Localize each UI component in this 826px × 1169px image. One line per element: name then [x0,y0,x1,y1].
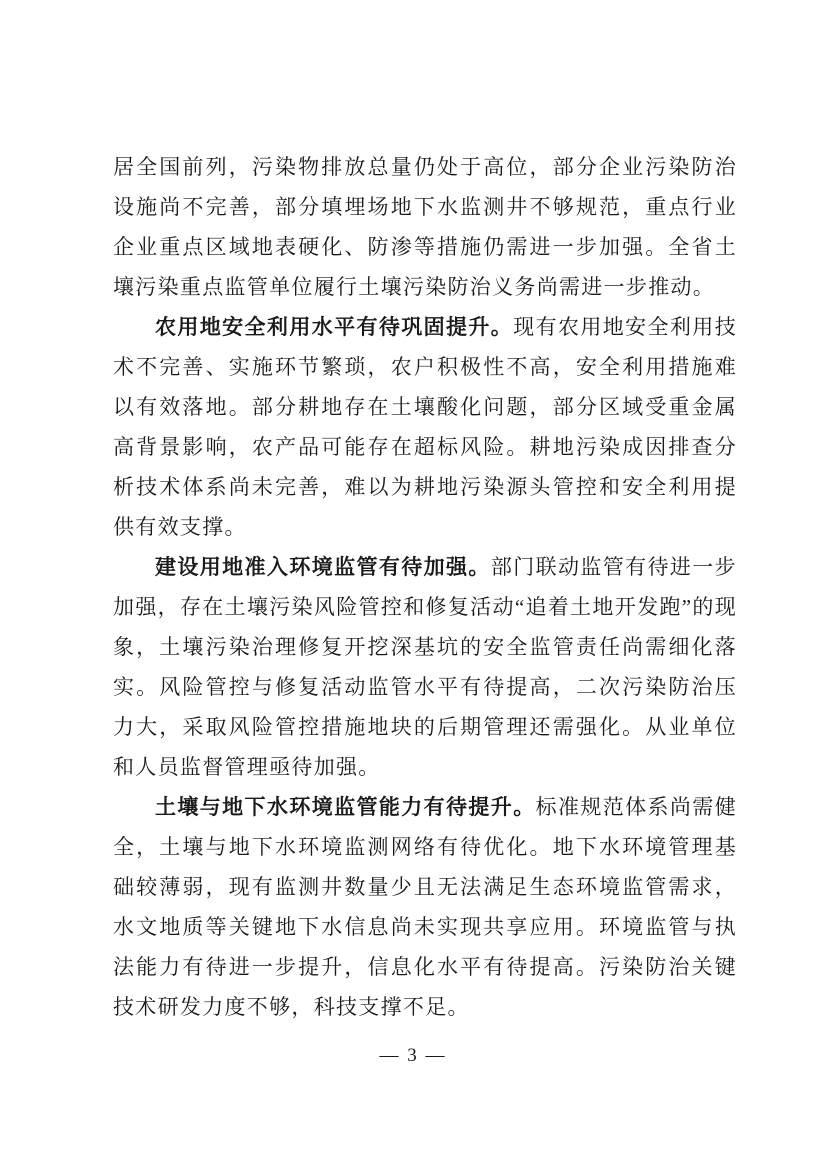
paragraph-lead: 土壤与地下水环境监管能力有待提升。 [155,795,536,819]
page-number: — 3 — [379,1045,447,1066]
paragraph-lead: 农用地安全利用水平有待巩固提升。 [155,315,514,339]
page-body-text [113,147,737,1027]
paragraph-body: 部门联动监管有待进一步加强，存在土壤污染风险管控和修复活动“追着土地开发跑”的现象，土壤污染治理修复开挖深基坑的安全监管责任尚需细化落实。风险管控与修复活动监管水平有待提高，二次污染防治压力大，采取风险管控措施地块的后期管理还需强化。从业单位和人员监督管理亟待加强。 [113,555,737,779]
paragraph-body: 现有农用地安全利用技术不完善、实施环节繁琐，农户积极性不高，安全利用措施难以有效落地。部分耕地存在土壤酸化问题，部分区域受重金属高背景影响，农产品可能存在超标风险。耕地污染成因排查分析技术体系尚未完善，难以为耕地污染源头管控和安全利用提供有效支撑。 [113,315,737,539]
paragraph-lead: 建设用地准入环境监管有待加强。 [155,555,491,579]
paragraph-continuation [113,147,737,307]
paragraph-body: 居全国前列，污染物排放总量仍处于高位，部分企业污染防治设施尚不完善，部分填埋场地下水监测井不够规范，重点行业企业重点区域地表硬化、防渗等措施仍需进一步加强。全省土壤污染重点监管单位履行土壤污染防治义务尚需进一步推动。 [113,155,737,299]
paragraph-soil-groundwater-capability [113,787,737,1027]
paragraph-construction-land-supervision [113,547,737,787]
paragraph-body: 标准规范体系尚需健全，土壤与地下水环境监测网络有待优化。地下水环境管理基础较薄弱，现有监测井数量少且无法满足生态环境监管需求，水文地质等关键地下水信息尚未实现共享应用。环境监管与执法能力有待进一步提升，信息化水平有待提高。污染防治关键技术研发力度不够，科技支撑不足。 [113,795,737,1019]
paragraph-agricultural-land-safe-use [113,307,737,547]
